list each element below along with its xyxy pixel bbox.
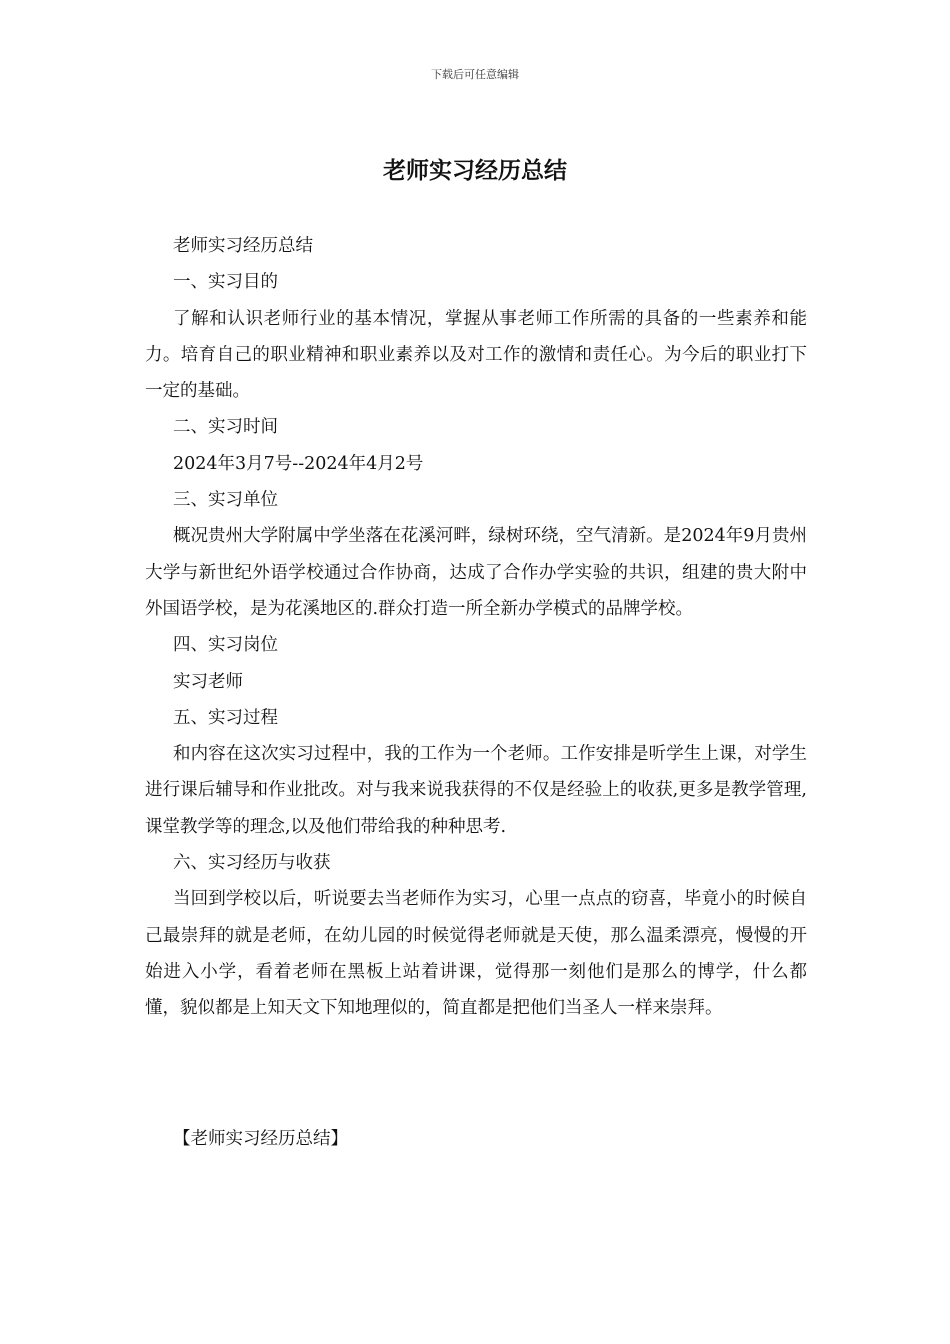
document-body — [145, 228, 807, 1027]
section-heading-time: 二、实习时间 — [173, 417, 278, 438]
paragraph-experience: 当回到学校以后，听说要去当老师作为实习，心里一点点的窃喜，毕竟小的时候自己最崇拜的就是老师，在幼儿园的时候觉得老师就是天使，那么温柔漂亮，慢慢的开始进入小学，看着老师在黑板上站着讲课，觉得那一刻他们是那么的博学，什么都懂，貌似都是上知天文下知地理似的，简直都是把他们当圣人一样来崇拜。 — [145, 889, 807, 1019]
header-note: 下载后可任意编辑 — [431, 68, 519, 81]
section-heading-process: 五、实习过程 — [173, 707, 278, 728]
paragraph-unit: 概况贵州大学附属中学坐落在花溪河畔，绿树环绕，空气清新。是2024年9月贵州大学与新世纪外语学校通过合作协商，达成了合作办学实验的共识，组建的贵大附中外国语学校，是为花溪地区的.群众打造一所全新办学模式的品牌学校。 — [145, 526, 807, 619]
paragraph-subtitle: 老师实习经历总结 — [173, 236, 313, 256]
document-title: 老师实习经历总结 — [383, 157, 567, 184]
section-heading-purpose: 一、实习目的 — [173, 272, 278, 293]
paragraph-position: 实习老师 — [173, 671, 243, 692]
footer-note: 【老师实习经历总结】 — [173, 1129, 348, 1149]
paragraph-process: 和内容在这次实习过程中，我的工作为一个老师。工作安排是听学生上课，对学生进行课后辅导和作业批改。对与我来说我获得的不仅是经验上的收获,更多是教学管理,课堂教学等的理念,以及他们带给我的种种思考. — [145, 744, 807, 837]
section-heading-unit: 三、实习单位 — [173, 490, 278, 511]
section-heading-position: 四、实习岗位 — [173, 635, 278, 656]
paragraph-time: 2024年3月7号--2024年4月2号 — [173, 453, 424, 474]
section-heading-experience: 六、实习经历与收获 — [173, 853, 331, 874]
paragraph-purpose: 了解和认识老师行业的基本情况，掌握从事老师工作所需的具备的一些素养和能力。培育自己的职业精神和职业素养以及对工作的激情和责任心。为今后的职业打下一定的基础。 — [145, 308, 807, 402]
